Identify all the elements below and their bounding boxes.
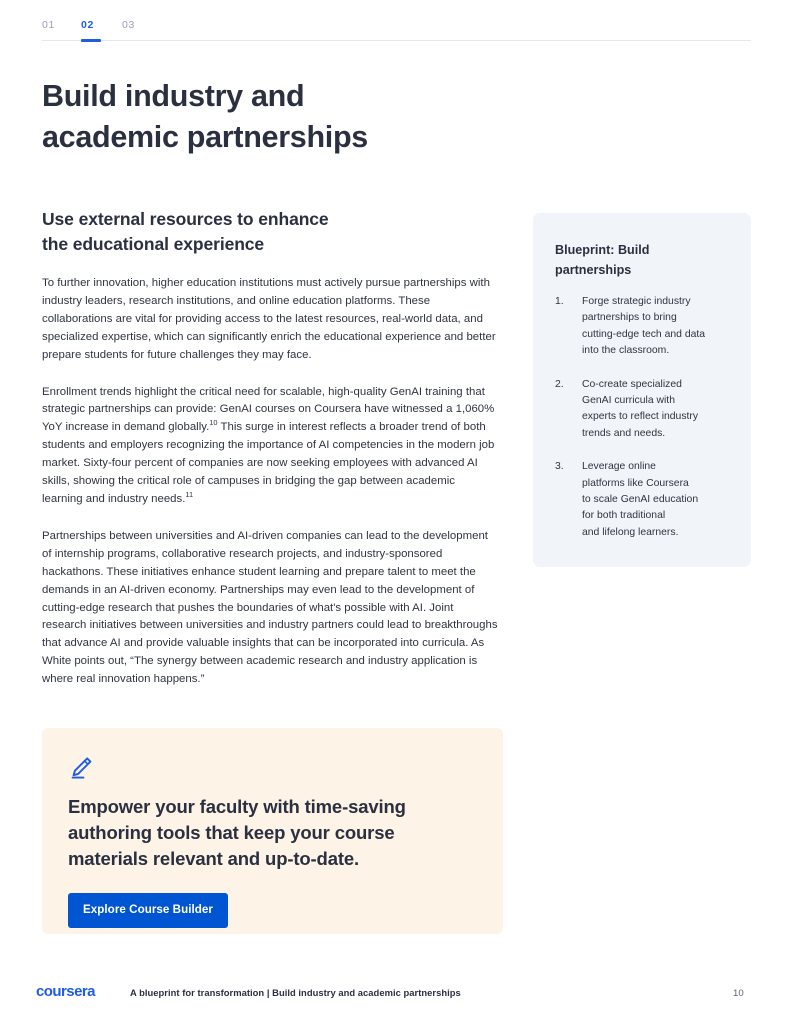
list-item-line: partnerships to bring <box>582 312 677 324</box>
list-item-line: cutting-edge tech and data <box>582 328 706 340</box>
blueprint-list-item <box>555 459 729 541</box>
blueprint-list-item <box>555 377 729 443</box>
paragraph-2-part-2: This surge in interest reflects a broader trend of both students and employers recognizing the importance of AI competencies in the modern job market. Sixty-four percent of companies are now seeking employees with advanced AI skills, showing the critical role of campuses in bridging the gap between academic learning and industry needs. <box>42 421 495 505</box>
list-item-line: Leverage online <box>582 461 656 473</box>
list-item-line: into the classroom. <box>582 345 670 357</box>
cta-heading-line-2: authoring tools that keep your course <box>68 821 395 843</box>
step-tab-02-active[interactable]: 02 <box>81 19 95 31</box>
main-content-column <box>42 207 498 689</box>
list-item-line: for both traditional <box>582 510 666 522</box>
list-item-number: 2. <box>555 378 564 390</box>
pencil-icon <box>68 755 94 781</box>
page-number: 10 <box>733 988 744 999</box>
cta-heading-line-1: Empower your faculty with time-saving <box>68 796 406 817</box>
cta-callout <box>42 728 503 934</box>
step-tab-01[interactable]: 01 <box>42 19 56 31</box>
footnote-marker-11[interactable]: 11 <box>185 490 194 500</box>
step-navigation <box>42 18 751 44</box>
step-tab-03[interactable]: 03 <box>122 19 136 31</box>
page-title <box>42 76 642 158</box>
body-paragraph-2 <box>42 384 498 509</box>
body-paragraph-1: To further innovation, higher education institutions must actively pursue partnerships with industry leaders, research institutions, and online education platforms. These collaborations are vital for providing access to the latest resources, real-world data, and specialized expertise, which can significantly enrich the educational experience and better prepare students for future challenges they may face. <box>42 277 496 361</box>
coursera-logo: coursera <box>36 983 95 1000</box>
list-item-line: to scale GenAI education <box>582 494 699 506</box>
blueprint-title-line-1: Blueprint: Build <box>555 243 650 257</box>
blueprint-card <box>533 213 751 567</box>
blueprint-list-item <box>555 294 729 360</box>
section-heading <box>42 207 498 256</box>
list-item-line: Forge strategic industry <box>582 296 691 307</box>
list-item-line: platforms like Coursera <box>582 477 689 489</box>
list-item-text <box>582 459 729 541</box>
blueprint-list <box>555 294 729 541</box>
section-heading-line-1: Use external resources to enhance <box>42 209 329 229</box>
page-title-line-2: academic partnerships <box>42 120 368 155</box>
list-item-line: and lifelong learners. <box>582 526 679 538</box>
cta-heading <box>68 794 477 871</box>
list-item-text <box>582 294 729 360</box>
footnote-marker-10[interactable]: 10 <box>209 418 218 428</box>
cta-heading-line-3: materials relevant and up-to-date. <box>68 847 359 869</box>
page-title-line-1: Build industry and <box>42 79 305 114</box>
paragraph-2-part-1: Enrollment trends highlight the critical need for scalable, high-quality GenAI training that strategic partnerships can provide: GenAI courses on Coursera have witnessed a 1,060% YoY increase in demand globally. <box>42 385 495 434</box>
blueprint-title-line-2: partnerships <box>555 263 632 277</box>
list-item-line: Co-create specialized <box>582 378 682 390</box>
nav-divider <box>42 40 751 41</box>
blueprint-title <box>555 240 729 280</box>
section-heading-line-2: the educational experience <box>42 233 265 254</box>
list-item-number: 1. <box>555 296 564 307</box>
list-item-text <box>582 377 729 443</box>
footer-breadcrumb: A blueprint for transformation | Build industry and academic partnerships <box>130 987 461 998</box>
list-item-number: 3. <box>555 461 564 473</box>
body-paragraph-3: Partnerships between universities and AI-driven companies can lead to the development of internship programs, collaborative research projects, and industry-sponsored hackathons. These initiatives enhance student learning and prepare talent to meet the demands in an AI-driven economy. Partnerships may even lead to the development of cutting-edge research that pushes the boundaries of what's possible with AI. Joint research initiatives between universities and industry partners could lead to breakthroughs that advance AI and provide valuable insights that can be incorporated into curricula. As White points out, “The synergy between academic research and industry application is where real innovation happens.” <box>42 529 498 686</box>
list-item-line: GenAI curricula with <box>582 395 675 407</box>
explore-course-builder-button[interactable]: Explore Course Builder <box>68 893 228 928</box>
list-item-line: experts to reflect industry <box>582 411 699 423</box>
list-item-line: trends and needs. <box>582 427 666 439</box>
active-step-indicator <box>81 39 101 42</box>
